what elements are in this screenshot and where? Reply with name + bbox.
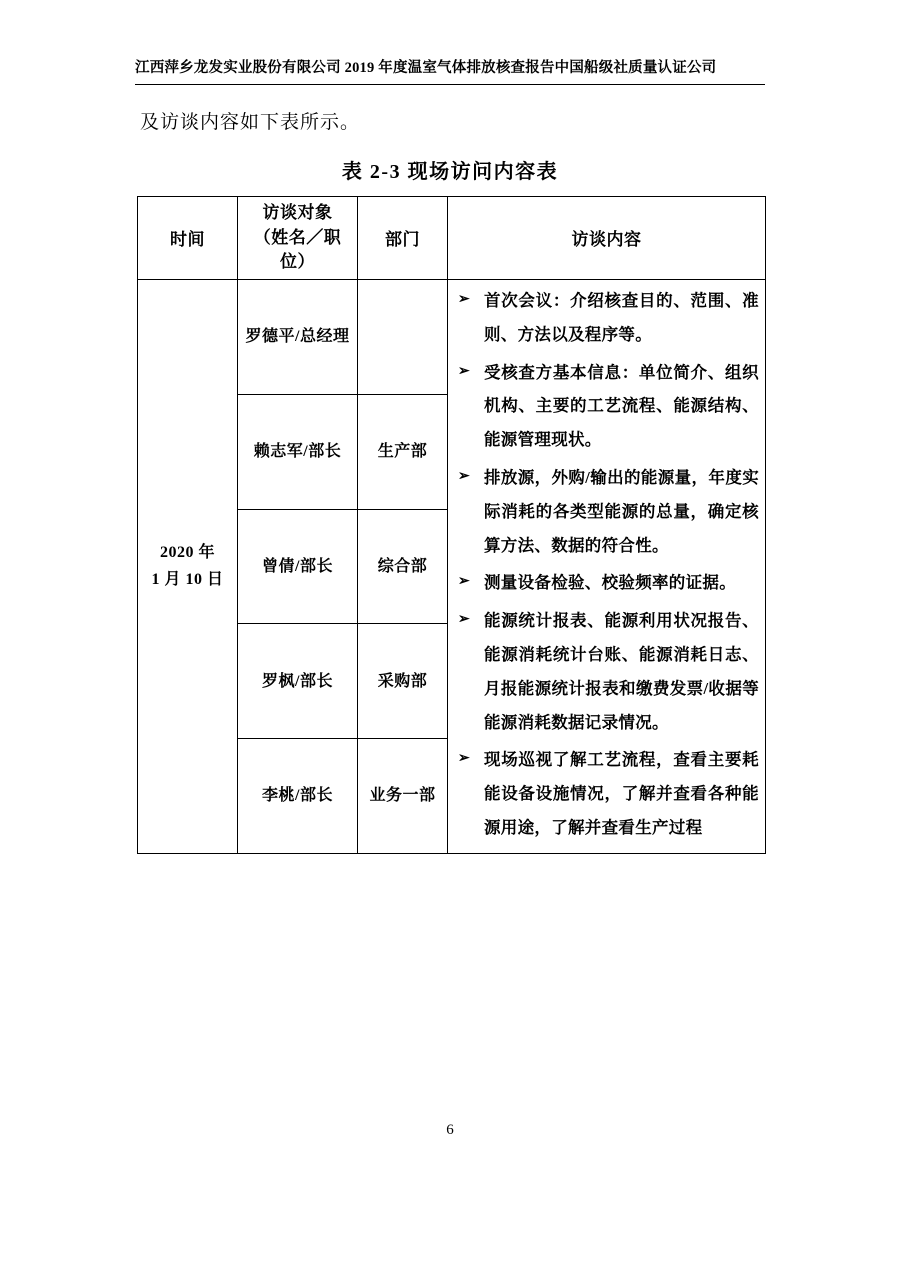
list-item bbox=[454, 604, 759, 739]
list-item bbox=[454, 284, 759, 352]
column-header-person-line1: 访谈对象 bbox=[262, 203, 333, 222]
column-header-person bbox=[238, 197, 358, 280]
cell-person: 李桃/部长 bbox=[238, 739, 358, 854]
list-item bbox=[454, 743, 759, 844]
list-item-text: 排放源，外购/输出的能源量，年度实际消耗的各类型能源的总量，确定核算方法、数据的符合性。 bbox=[484, 467, 759, 555]
arrow-bullet-icon: ➢ bbox=[458, 751, 471, 767]
column-header-person-line2: （姓名／职位） bbox=[253, 227, 342, 272]
list-item-text: 首次会议：介绍核查目的、范围、准则、方法以及程序等。 bbox=[484, 290, 759, 344]
arrow-bullet-icon: ➢ bbox=[458, 468, 471, 484]
table-caption: 表 2-3 现场访问内容表 bbox=[341, 161, 559, 183]
list-item bbox=[454, 461, 759, 562]
page-header: 江西萍乡龙发实业股份有限公司 2019 年度温室气体排放核查报告中国船级社质量认证公司 bbox=[135, 58, 765, 85]
cell-dept: 采购部 bbox=[358, 624, 448, 739]
page-number: 6 bbox=[446, 1122, 454, 1138]
column-header-dept: 部门 bbox=[358, 197, 448, 280]
cell-time-line1: 2020 年 bbox=[159, 544, 215, 562]
arrow-bullet-icon: ➢ bbox=[458, 574, 471, 590]
cell-person: 赖志军/部长 bbox=[238, 394, 358, 509]
list-item-text: 受核查方基本信息：单位简介、组织机构、主要的工艺流程、能源结构、能源管理现状。 bbox=[484, 362, 759, 450]
cell-dept bbox=[358, 279, 448, 394]
cell-dept: 综合部 bbox=[358, 509, 448, 624]
list-item-text: 现场巡视了解工艺流程，查看主要耗能设备设施情况，了解并查看各种能源用途，了解并查看生产过程 bbox=[484, 750, 759, 838]
arrow-bullet-icon: ➢ bbox=[458, 363, 471, 379]
intro-paragraph: 及访谈内容如下表所示。 bbox=[140, 112, 361, 133]
interview-content-list bbox=[454, 284, 759, 845]
cell-person: 罗德平/总经理 bbox=[238, 279, 358, 394]
table-header-row bbox=[138, 197, 766, 280]
arrow-bullet-icon: ➢ bbox=[458, 612, 471, 628]
list-item bbox=[454, 566, 759, 600]
cell-person: 罗枫/部长 bbox=[238, 624, 358, 739]
interview-table bbox=[137, 196, 766, 854]
cell-time bbox=[138, 279, 238, 853]
list-item-text: 测量设备检验、校验频率的证据。 bbox=[484, 573, 736, 593]
cell-content bbox=[448, 279, 766, 853]
cell-dept: 生产部 bbox=[358, 394, 448, 509]
list-item-text: 能源统计报表、能源利用状况报告、能源消耗统计台账、能源消耗日志、月报能源统计报表和缴费发票/收据等能源消耗数据记录情况。 bbox=[484, 611, 759, 732]
cell-time-line2: 1 月 10 日 bbox=[151, 571, 224, 589]
list-item bbox=[454, 356, 759, 457]
column-header-time: 时间 bbox=[138, 197, 238, 280]
table-row bbox=[138, 279, 766, 394]
cell-dept: 业务一部 bbox=[358, 739, 448, 854]
column-header-content: 访谈内容 bbox=[448, 197, 766, 280]
arrow-bullet-icon: ➢ bbox=[458, 291, 471, 307]
cell-person: 曾倩/部长 bbox=[238, 509, 358, 624]
